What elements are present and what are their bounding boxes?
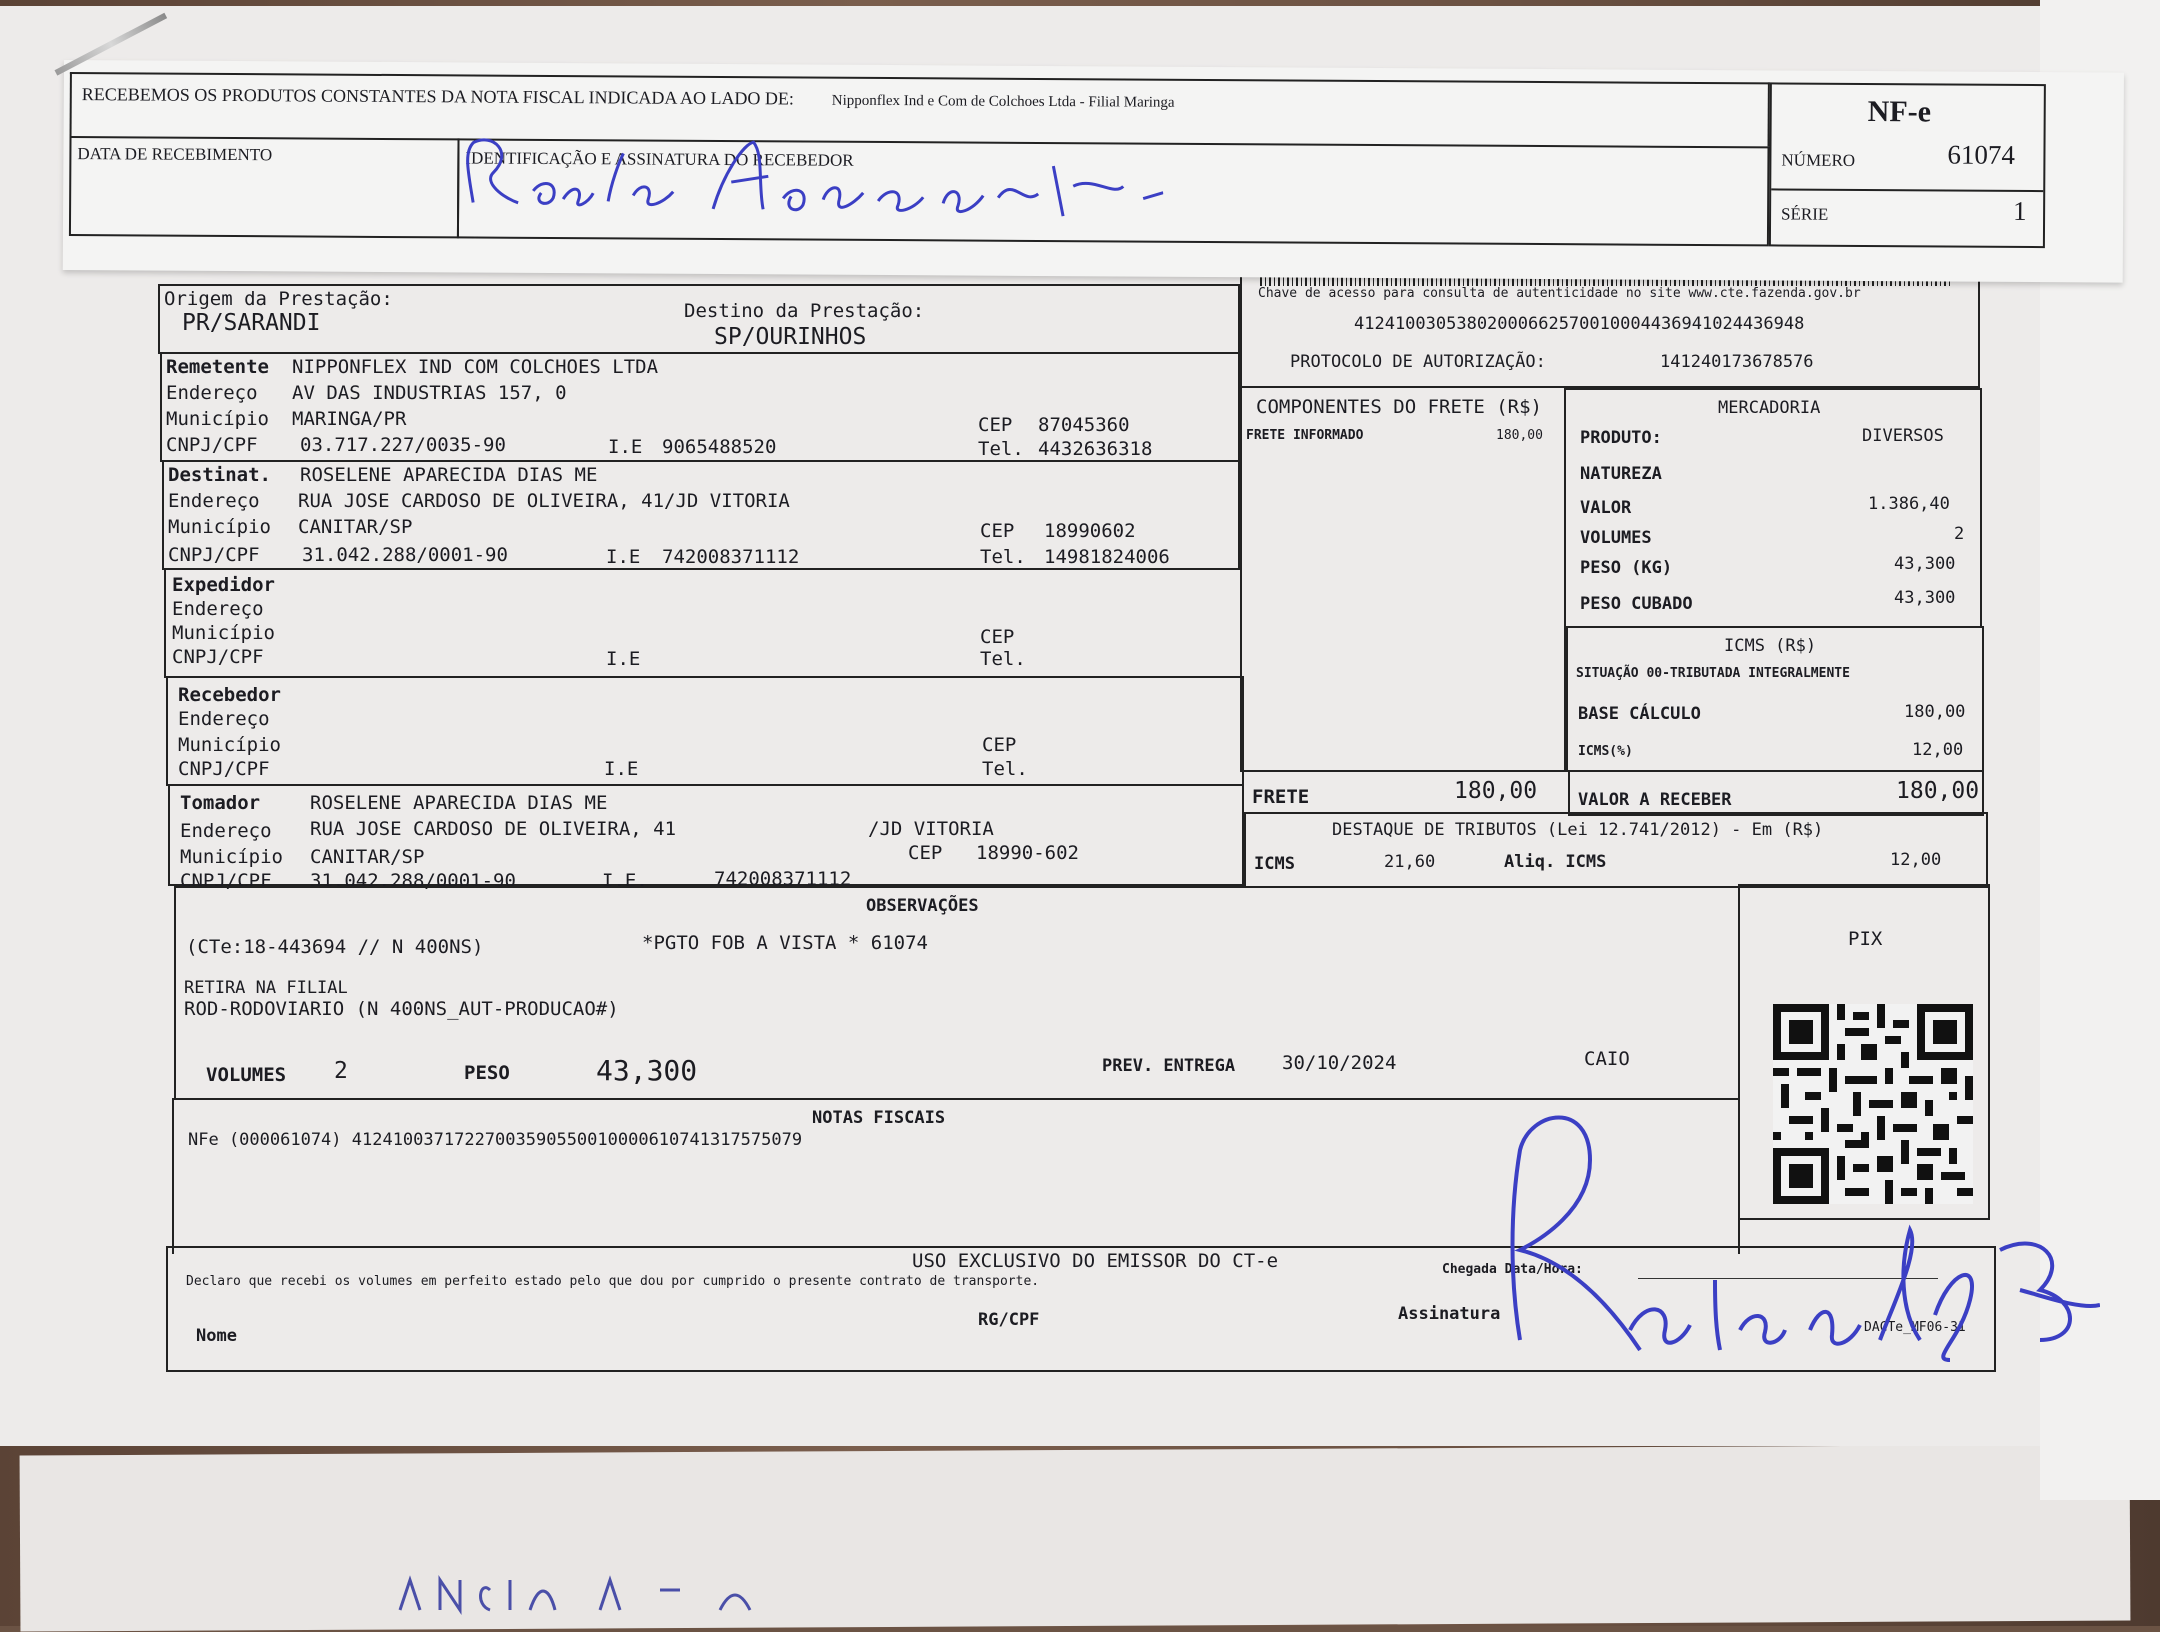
recipient-name: ROSELENE APARECIDA DIAS ME: [300, 464, 598, 486]
recipient-tel-label: Tel.: [980, 546, 1026, 568]
obs-volumes-label: VOLUMES: [206, 1064, 287, 1086]
shipper-address-label: Endereço: [172, 598, 264, 620]
prev-delivery-label: PREV. ENTREGA: [1102, 1056, 1236, 1076]
observations-line3: ROD-RODOVIARIO (N 400NS_AUT-PRODUCAO#): [184, 998, 619, 1020]
goods-title: MERCADORIA: [1718, 398, 1821, 418]
goods-box: [1564, 388, 1982, 628]
stub-company: Nipponflex Ind e Com de Colchoes Ltda - Filial Maringa: [831, 92, 1175, 111]
sender-name: NIPPONFLEX IND COM COLCHOES LTDA: [292, 356, 659, 378]
origin-destination-box: [158, 284, 1240, 354]
payer-address-label: Endereço: [180, 820, 272, 842]
freight-item-value: 180,00: [1496, 428, 1543, 443]
sender-box: [160, 352, 1240, 462]
product-value: DIVERSOS: [1862, 426, 1944, 446]
carrier-use-title: USO EXCLUSIVO DO EMISSOR DO CT-e: [912, 1250, 1279, 1272]
pix-label: PIX: [1848, 928, 1883, 950]
stub-series: 1: [2013, 195, 2027, 226]
sender-cep: 87045360: [1038, 414, 1130, 436]
observations-line1b: *PGTO FOB A VISTA * 61074: [642, 932, 928, 954]
payer-cep: 18990-602: [976, 842, 1079, 864]
taxes-box: [1244, 812, 1988, 888]
receiver-label: Recebedor: [178, 684, 281, 706]
shipper-cnpj-label: CNPJ/CPF: [172, 646, 264, 668]
stub-declaration: RECEBEMOS OS PRODUTOS CONSTANTES DA NOTA FISCAL INDICADA AO LADO DE:: [81, 84, 795, 109]
payer-city-label: Município: [180, 846, 283, 868]
payer-name: ROSELENE APARECIDA DIAS ME: [310, 792, 608, 814]
freight-total-box: [1242, 770, 1570, 814]
icms-situation: SITUAÇÃO 00-TRIBUTADA INTEGRALMENTE: [1576, 666, 1850, 681]
recipient-tel: 14981824006: [1044, 546, 1170, 568]
receiver-cep-label: CEP: [982, 734, 1017, 756]
icms-box: [1566, 626, 1984, 772]
payer-cep-label: CEP: [908, 842, 943, 864]
recipient-address-label: Endereço: [168, 490, 260, 512]
stub-nfe-box: [1769, 82, 2046, 248]
recipient-box: [162, 460, 1240, 570]
volumes-value: 2: [1954, 524, 1965, 544]
sender-address-label: Endereço: [166, 382, 258, 404]
sender-city: MARINGA/PR: [292, 408, 407, 430]
weight-label: PESO (KG): [1580, 558, 1673, 578]
observations-title: OBSERVAÇÕES: [866, 896, 979, 916]
payer-ie-label: I.E.: [602, 870, 648, 892]
recipient-label: Destinat.: [168, 464, 271, 486]
stub-series-label: SÉRIE: [1781, 204, 1829, 224]
protocol-number: 141240173678576: [1660, 352, 1814, 372]
receiver-ie-label: I.E: [604, 758, 639, 780]
recipient-address: RUA JOSE CARDOSO DE OLIVEIRA, 41/JD VITORIA: [298, 490, 790, 512]
freight-item-label: FRETE INFORMADO: [1246, 428, 1364, 443]
stub-number: 61074: [1947, 139, 2016, 170]
product-label: PRODUTO:: [1580, 428, 1662, 448]
obs-weight-value: 43,300: [596, 1054, 698, 1087]
stub-number-label: NÚMERO: [1781, 150, 1856, 170]
taxes-icms-label: ICMS: [1254, 854, 1295, 874]
destination-value: SP/OURINHOS: [714, 324, 867, 350]
access-key: 41241003053802000662570010004436941024436948: [1354, 314, 1805, 334]
freight-total-label: FRETE: [1252, 786, 1310, 808]
sender-label: Remetente: [166, 356, 269, 378]
nature-label: NATUREZA: [1580, 464, 1662, 484]
amount-due-value: 180,00: [1896, 778, 1980, 804]
underlying-sheet: [20, 1444, 2131, 1631]
payer-city: CANITAR/SP: [310, 846, 425, 868]
origin-label: Origem da Prestação:: [164, 288, 393, 310]
recipient-cep: 18990602: [1044, 520, 1136, 542]
amount-due-label: VALOR A RECEBER: [1578, 790, 1732, 810]
payer-signature: [1480, 1090, 2100, 1390]
payer-district: /JD VITORIA: [868, 818, 994, 840]
sender-ie-label: I.E: [608, 436, 643, 458]
sender-address: AV DAS INDUSTRIAS 157, 0: [292, 382, 567, 404]
receiver-address-label: Endereço: [178, 708, 270, 730]
taxes-rate-value: 12,00: [1890, 850, 1942, 870]
access-key-box: [1240, 270, 1980, 388]
signature-label: Assinatura: [1398, 1304, 1501, 1324]
shipper-tel-label: Tel.: [980, 648, 1026, 670]
recipient-ie-label: I.E: [606, 546, 641, 568]
recipient-cnpj: 31.042.288/0001-90: [302, 544, 508, 566]
recipient-city-label: Município: [168, 516, 271, 538]
cubic-weight-label: PESO CUBADO: [1580, 594, 1693, 614]
receiver-city-label: Município: [178, 734, 281, 756]
sender-cnpj-label: CNPJ/CPF: [166, 434, 258, 456]
amount-due-box: [1568, 770, 1984, 816]
invoice-entry: NFe (000061074) 41241003717227003590550010000610741317575079: [188, 1130, 803, 1150]
sender-city-label: Município: [166, 408, 269, 430]
shipper-ie-label: I.E: [606, 648, 641, 670]
sender-tel-label: Tel.: [978, 438, 1024, 460]
sender-ie: 9065488520: [662, 436, 777, 458]
taxes-rate-label: Aliq. ICMS: [1504, 852, 1607, 872]
origin-value: PR/SARANDI: [182, 310, 321, 336]
observations-line1a: (CTe:18-443694 // N 400NS): [186, 936, 484, 958]
underlying-handwriting: [380, 1550, 980, 1620]
icms-base-label: BASE CÁLCULO: [1578, 704, 1701, 724]
receiver-tel-label: Tel.: [982, 758, 1028, 780]
sender-cep-label: CEP: [978, 414, 1013, 436]
freight-total-value: 180,00: [1454, 778, 1538, 804]
volumes-label: VOLUMES: [1580, 528, 1652, 548]
shipper-city-label: Município: [172, 622, 275, 644]
stub-id-label: IDENTIFICAÇÃO E ASSINATURA DO RECEBEDOR: [465, 148, 854, 170]
value-label: VALOR: [1580, 498, 1632, 518]
stub-nfe-label: NF-e: [1867, 95, 1932, 129]
obs-weight-label: PESO: [464, 1062, 510, 1084]
recipient-ie: 742008371112: [662, 546, 800, 568]
icms-title: ICMS (R$): [1724, 636, 1817, 656]
taxes-title: DESTAQUE DE TRIBUTOS (Lei 12.741/2012) - Em (R$): [1332, 820, 1824, 840]
goods-value: 1.386,40: [1868, 494, 1950, 514]
invoices-title: NOTAS FISCAIS: [812, 1108, 946, 1128]
observations-box: [174, 886, 1740, 1100]
receipt-declaration: Declaro que recebi os volumes em perfeito estado pelo que dou por cumprido o presente contrato de transporte.: [186, 1274, 1040, 1289]
sender-tel: 4432636318: [1038, 438, 1153, 460]
rg-cpf-label: RG/CPF: [978, 1310, 1040, 1330]
shipper-box: [164, 568, 1242, 678]
obs-volumes-value: 2: [334, 1058, 348, 1084]
payer-ie: 742008371112: [714, 868, 852, 890]
cubic-weight-value: 43,300: [1894, 588, 1956, 608]
stub-divider: [1771, 188, 2043, 192]
prev-delivery-value: 30/10/2024: [1282, 1052, 1397, 1074]
stub-date-label: DATA DE RECEBIMENTO: [77, 144, 273, 165]
icms-rate-label: ICMS(%): [1578, 744, 1633, 759]
receiver-box: [166, 676, 1244, 786]
caio-text: CAIO: [1584, 1048, 1630, 1070]
receiver-cnpj-label: CNPJ/CPF: [178, 758, 270, 780]
weight-value: 43,300: [1894, 554, 1956, 574]
payer-cnpj: 31.042.288/0001-90: [310, 870, 516, 892]
receipt-stub: [63, 60, 2124, 283]
access-key-label: Chave de acesso para consulta de autenticidade no site www.cte.fazenda.gov.br: [1258, 286, 1861, 301]
form-code: DACTe_MF06-31: [1864, 1320, 1966, 1335]
payer-box: [168, 784, 1244, 892]
payer-cnpj-label: CNPJ/CPF: [180, 870, 272, 892]
receiver-signature: [63, 60, 1164, 267]
name-label: Nome: [196, 1326, 237, 1346]
protocol-label: PROTOCOLO DE AUTORIZAÇÃO:: [1290, 352, 1546, 372]
shipper-label: Expedidor: [172, 574, 275, 596]
sender-cnpj: 03.717.227/0035-90: [300, 434, 506, 456]
recipient-cnpj-label: CNPJ/CPF: [168, 544, 260, 566]
destination-label: Destino da Prestação:: [684, 300, 925, 322]
recipient-cep-label: CEP: [980, 520, 1015, 542]
arrival-label: Chegada Data/Hora:: [1442, 1262, 1583, 1277]
shipper-cep-label: CEP: [980, 626, 1015, 648]
icms-base-value: 180,00: [1904, 702, 1966, 722]
observations-line2: RETIRA NA FILIAL: [184, 978, 348, 998]
taxes-icms-value: 21,60: [1384, 852, 1436, 872]
recipient-city: CANITAR/SP: [298, 516, 413, 538]
freight-components-title: COMPONENTES DO FRETE (R$): [1256, 396, 1542, 418]
payer-address: RUA JOSE CARDOSO DE OLIVEIRA, 41: [310, 818, 677, 840]
payer-label: Tomador: [180, 792, 261, 814]
icms-rate-value: 12,00: [1912, 740, 1964, 760]
freight-components-box: [1240, 386, 1566, 772]
